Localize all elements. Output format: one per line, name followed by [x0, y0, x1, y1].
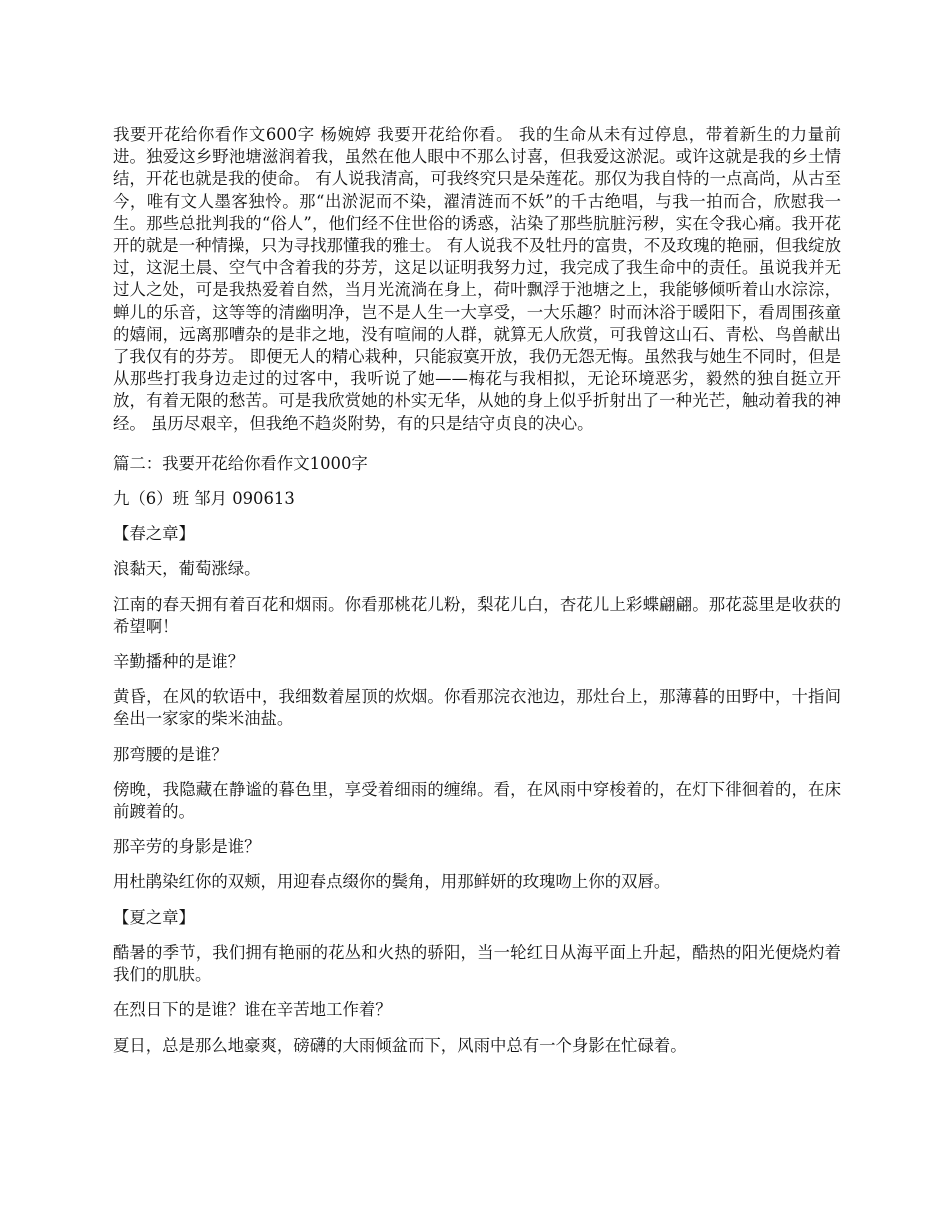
document-page — [113, 124, 841, 1057]
paragraph: 辛勤播种的是谁？ — [113, 652, 245, 672]
paragraph: 江南的春天拥有着百花和烟雨。你看那桃花儿粉，梨花儿白，杏花儿上彩蝶翩翩。那花蕊里是收获的希望啊！ — [113, 594, 841, 636]
intro-paragraph: 我要开花给你看作文600字 杨婉婷 我要开花给你看。 我的生命从未有过停息，带着新生的力量前进。独爱这乡野池塘滋润着我，虽然在他人眼中不那么讨喜，但我爱这淤泥。或许这就是我的乡土情结，开花也就是我的使命。 有人说我清高，可我终究只是朵莲花。那仅为我自恃的一点高尚，从古至今，唯有文人墨客独怜。那“出淤泥而不染，濯清涟而不妖”的千古绝唱，与我一拍而合，欣慰我一生。那些总批判我的“俗人”，他们经不住世俗的诱惑，沾染了那些肮脏污秽，实在令我心痛。我开花开的就是一种情操，只为寻找那懂我的雅士。 有人说我不及牡丹的富贵，不及玫瑰的艳丽，但我绽放过，这泥土晨、空气中含着我的芬芳，这足以证明我努力过，我完成了我生命中的责任。虽说我并无过人之处，可是我热爱着自然，当月光流淌在身上，荷叶飘浮于池塘之上，我能够倾听着山水淙淙，蝉儿的乐音，这等等的清幽明净，岂不是人生一大享受，一大乐趣？时而沐浴于暖阳下，看周围孩童的嬉闹，远离那嘈杂的是非之地，没有喧闹的人群，就算无人欣赏，可我曾这山石、青松、鸟兽献出了我仅有的芬芳。 即便无人的精心栽种，只能寂寞开放，我仍无怨无悔。虽然我与她生不同时，但是从那些打我身边走过的过客中，我听说了她——梅花与我相拟，无论环境恶劣，毅然的独自挺立开放，有着无限的愁苦。可是我欣赏她的朴实无华，从她的身上似乎折射出了一种光芒，触动着我的神经。 虽历尽艰辛，但我绝不趋炎附势，有的只是结守贞良的决心。 — [113, 125, 841, 433]
paragraph: 浪黏天，葡萄涨绿。 — [113, 559, 261, 579]
paragraph: 黄昏，在风的软语中，我细数着屋顶的炊烟。你看那浣衣池边，那灶台上，那薄暮的田野中，十指间垒出一家家的柴米油盐。 — [113, 687, 841, 729]
section-title: 篇二：我要开花给你看作文1000字 — [113, 453, 368, 473]
author-line: 九（6）班 邹月 090613 — [113, 489, 295, 509]
summer-chapter-heading: 【夏之章】 — [113, 907, 195, 927]
spring-chapter-heading: 【春之章】 — [113, 524, 195, 544]
paragraph: 夏日，总是那么地豪爽，磅礴的大雨倾盆而下，风雨中总有一个身影在忙碌着。 — [113, 1035, 687, 1055]
paragraph: 那弯腰的是谁？ — [113, 744, 228, 764]
paragraph: 酷暑的季节，我们拥有艳丽的花丛和火热的骄阳，当一轮红日从海平面上升起，酷热的阳光便烧灼着我们的肌肤。 — [113, 942, 841, 985]
paragraph: 傍晚，我隐藏在静谧的暮色里，享受着细雨的缠绵。看，在风雨中穿梭着的，在灯下徘徊着的，在床前踱着的。 — [113, 779, 841, 822]
paragraph: 在烈日下的是谁？谁在辛苦地工作着？ — [113, 1000, 392, 1020]
paragraph: 那辛劳的身影是谁？ — [113, 837, 261, 857]
paragraph: 用杜鹃染红你的双颊，用迎春点缀你的鬓角，用那鲜妍的玫瑰吻上你的双唇。 — [113, 872, 671, 892]
